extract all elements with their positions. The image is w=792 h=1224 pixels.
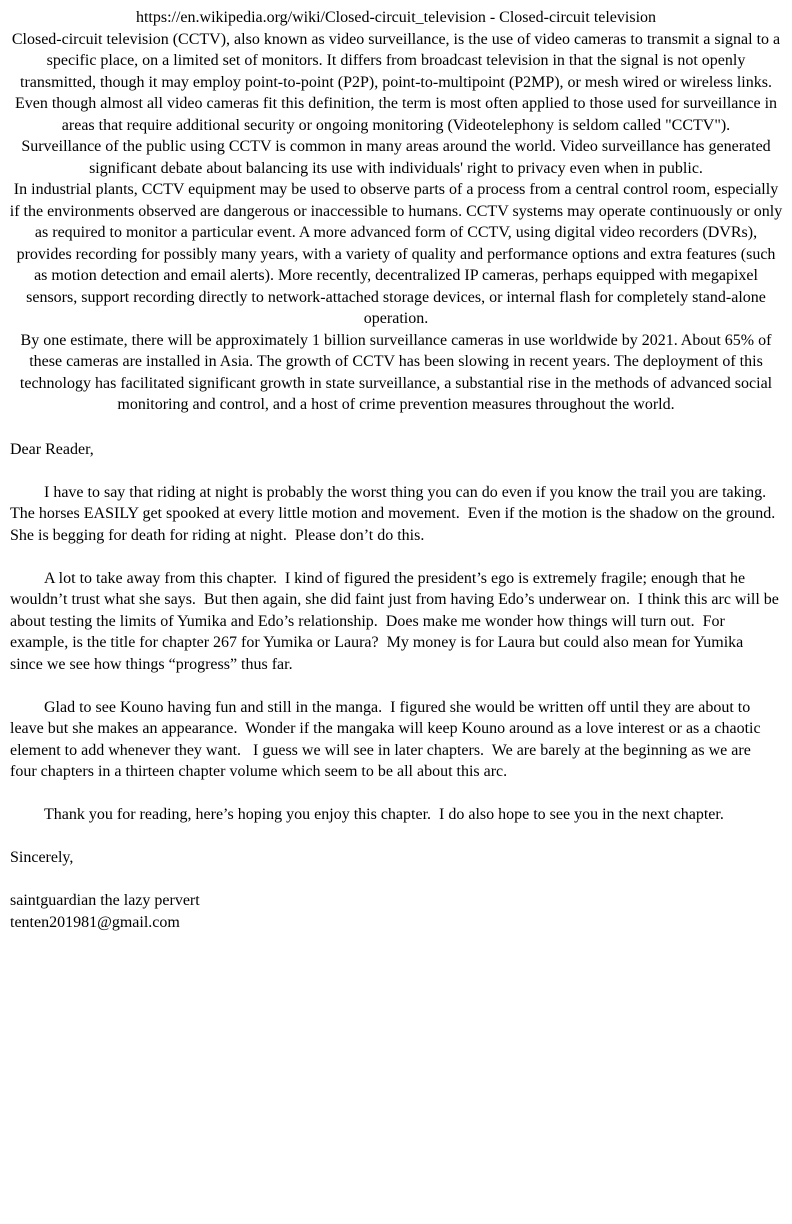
source-url-line: https://en.wikipedia.org/wiki/Closed-circuit_television - Closed-circuit television [135,9,657,26]
cctv-paragraph-4: By one estimate, there will be approximately 1 billion surveillance cameras in use worldwide by 2021. About 65% of these cameras are installed in Asia. The growth of CCTV has been slowing in recent years. The deployment of this technology has facilitated significant growth in state surveillance, a substantial rise in the methods of advanced social monitoring and control, and a host of crime prevention measures throughout the world. [19,331,777,413]
letter-paragraph-4: Thank you for reading, here’s hoping you enjoy this chapter. I do also hope to see you in the next chapter. [44,806,724,823]
letter-paragraph-3: Glad to see Kouno having fun and still in the manga. I figured she would be written off until they are about to leave but she makes an appearance. Wonder if the mangaka will keep Kouno around as a love interest or as a chaotic element to add whenever they want. I guess we will see in later chapters. We are barely at the beginning as we are four chapters in a thirteen chapter volume which seem to be all about this arc. [10,698,765,780]
letter-signature-email: tenten201981@gmail.com [10,913,180,931]
letter-paragraph-2: A lot to take away from this chapter. I kind of figured the president’s ego is extremely fragile; enough that he wouldn’t trust what she says. But then again, she did faint just from having Edo’s underwear on. I think this arc will be about testing the limits of Yumika and Edo’s relationship. Does make me wonder how things will turn out. For example, is the title for chapter 267 for Yumika or Laura? My money is for Laura but could also mean for Yumika since we see how things “progress” thus far. [10,569,783,673]
letter-salutation: Dear Reader, [10,440,94,458]
cctv-paragraph-3: In industrial plants, CCTV equipment may be used to observe parts of a process from a central control room, especially if the environments observed are dangerous or inaccessible to humans. CCTV systems may operate continuously or only as required to monitor a particular event. A more advanced form of CCTV, using digital video recorders (DVRs), provides recording for possibly many years, with a variety of quality and performance options and extra features (such as motion detection and email alerts). More recently, decentralized IP cameras, perhaps equipped with megapixel sensors, support recording directly to network-attached storage devices, or internal flash for completely stand-alone operation. [9,181,787,327]
cctv-paragraph-1: Closed-circuit television (CCTV), also known as video surveillance, is the use of video cameras to transmit a signal to a specific place, on a limited set of monitors. It differs from broadcast television in that the signal is not openly transmitted, though it may employ point-to-point (P2P), point-to-multipoint (P2MP), or mesh wired or wireless links. Even though almost all video cameras fit this definition, the term is most often applied to those used for surveillance in areas that require additional security or ongoing monitoring (Videotelephony is seldom called "CCTV"). [11,30,785,134]
letter-closing: Sincerely, [10,849,74,866]
cctv-paragraph-2: Surveillance of the public using CCTV is common in many areas around the world. Video surveillance has generated significant debate about balancing its use with individuals' right to privacy even when in public. [21,138,775,177]
letter-signature-name: saintguardian the lazy pervert [10,892,200,909]
cctv-excerpt-section [0,0,792,416]
letter-paragraph-1: I have to say that riding at night is probably the worst thing you can do even if you know the trail you are taking. The horses EASILY get spooked at every little motion and movement. Even if the motion is the shadow on the ground. She is begging for death for riding at night. Please don’t do this. [10,483,784,544]
reader-letter-section [0,439,792,934]
